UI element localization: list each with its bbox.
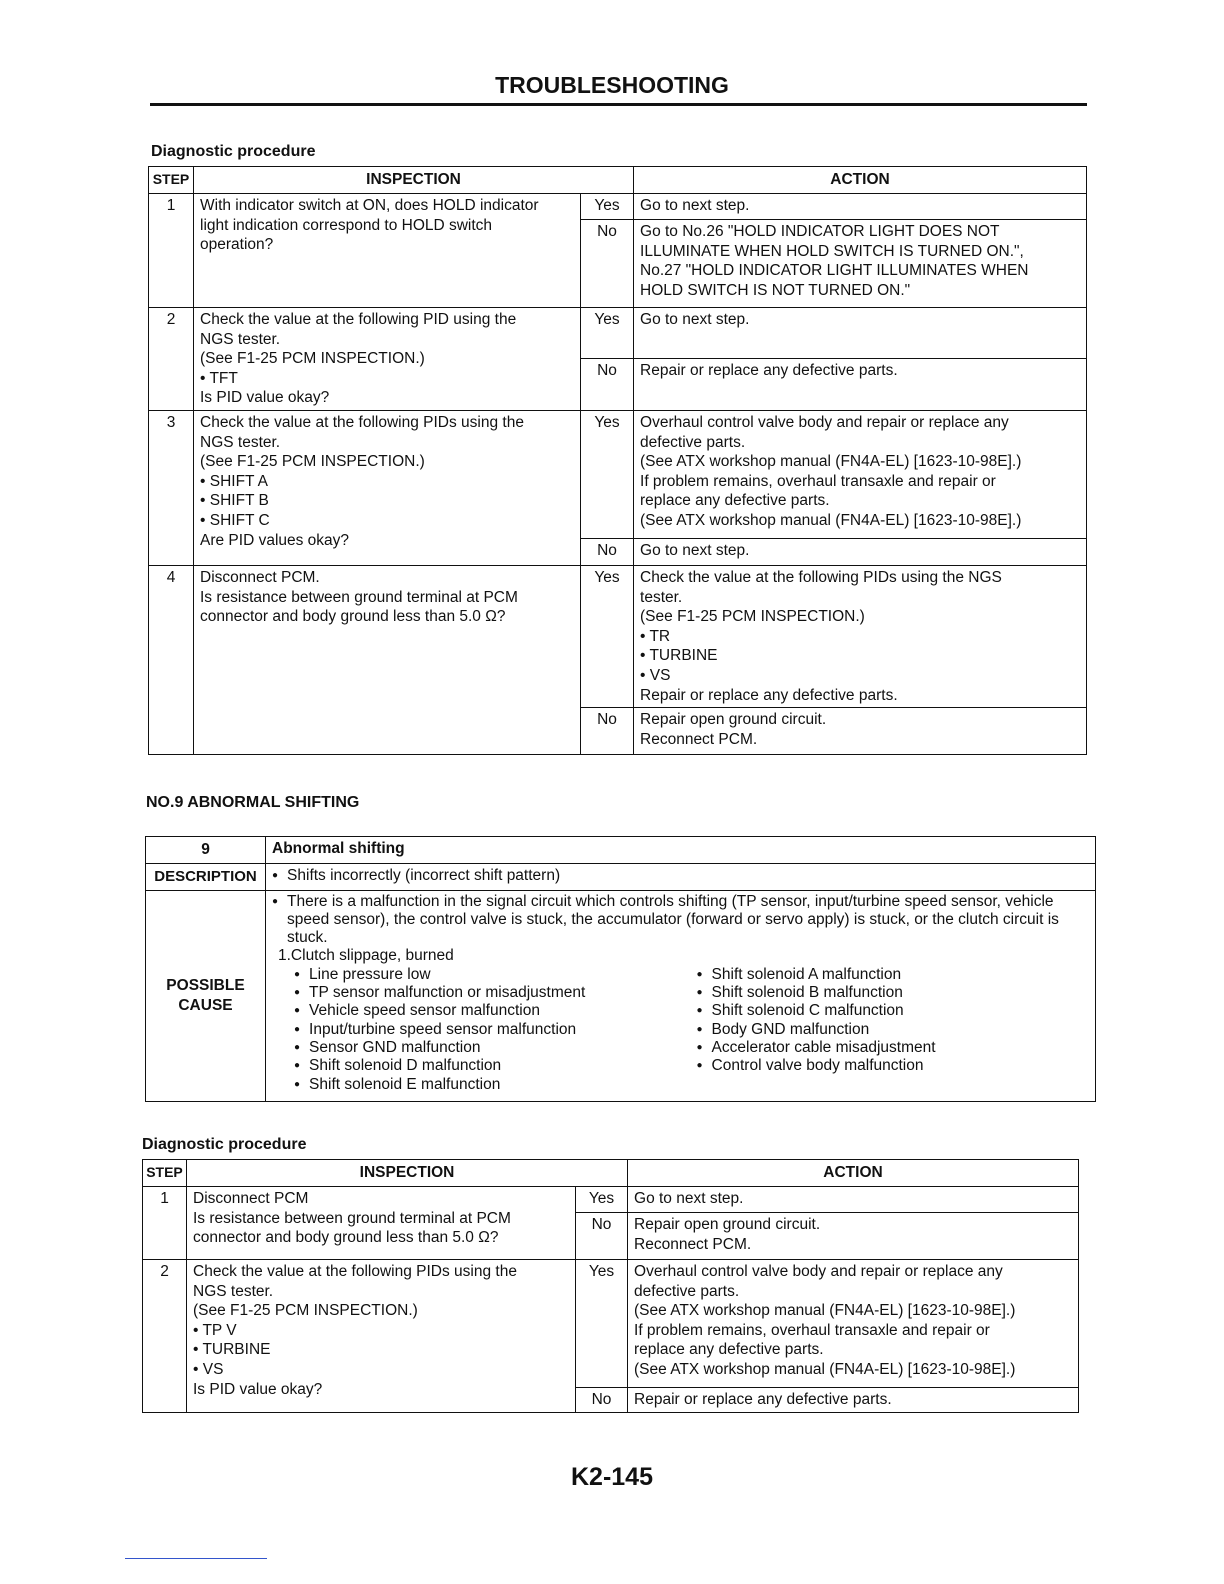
inspection-line: Check the value at the following PID using the	[200, 311, 517, 328]
no-action	[634, 708, 1087, 755]
action-line: Repair or replace any defective parts.	[640, 362, 898, 379]
action-line: Repair or replace any defective parts.	[640, 686, 898, 704]
step-header: STEP	[149, 167, 194, 194]
cause-item: ● Shift solenoid C malfunction	[697, 1002, 1090, 1020]
action-line: (See ATX workshop manual (FN4A-EL) [1623-10-98E].)	[640, 453, 1022, 471]
action-line: If problem remains, overhaul transaxle and repair or	[634, 1321, 990, 1339]
inspection-line: NGS tester.	[193, 1282, 274, 1300]
cause-item: ● Accelerator cable misadjustment	[697, 1039, 1090, 1057]
step-row	[143, 1187, 1079, 1213]
inspection-line: Is PID value okay?	[200, 389, 330, 407]
yes-label: Yes	[576, 1187, 628, 1213]
action-line: (See ATX workshop manual (FN4A-EL) [1623-10-98E].)	[634, 1360, 1016, 1378]
inspection-line: Is PID value okay?	[193, 1380, 323, 1398]
inspection-line: Disconnect PCM.	[200, 569, 320, 586]
yes-action	[628, 1187, 1079, 1213]
step-number: 3	[149, 411, 194, 566]
step-header: STEP	[143, 1160, 187, 1187]
yes-action	[634, 194, 1087, 220]
cause-intro: There is a malfunction in the signal circuit which controls shifting (TP sensor, input/turbine speed sensor, vehicle speed sensor), the control valve is stuck, the accumulator (forward or servo apply) is stuck, or the clutch circuit is stuck.	[287, 892, 1059, 947]
possible-cause-label: POSSIBLE CAUSE	[146, 890, 266, 1101]
inspection-line: Is resistance between ground terminal at PCM	[200, 588, 518, 606]
cause-item: ● Line pressure low	[294, 966, 687, 984]
inspection-line: operation?	[200, 236, 274, 254]
no-action	[628, 1213, 1079, 1260]
action-line: No.27 "HOLD INDICATOR LIGHT ILLUMINATES WHEN	[640, 262, 1029, 280]
yes-action	[634, 566, 1087, 708]
yes-label: Yes	[581, 566, 634, 708]
no9-name: Abnormal shifting	[266, 837, 1096, 864]
action-line: If problem remains, overhaul transaxle and repair or	[640, 472, 996, 490]
cause-sub: 1.Clutch slippage, burned	[278, 947, 454, 965]
inspection-line: Check the value at the following PIDs using the	[200, 414, 524, 431]
step-number: 2	[143, 1260, 187, 1413]
action-line: HOLD SWITCH IS NOT TURNED ON."	[640, 281, 911, 299]
yes-action	[634, 411, 1087, 539]
inspection-cell	[194, 566, 581, 755]
action-line: Go to next step.	[640, 311, 750, 328]
action-line: Repair or replace any defective parts.	[634, 1391, 892, 1408]
yes-label: Yes	[581, 411, 634, 539]
yes-label: Yes	[581, 194, 634, 220]
description-label: DESCRIPTION	[146, 863, 266, 890]
step-row	[149, 411, 1087, 539]
action-line: Reconnect PCM.	[634, 1235, 752, 1253]
no9-number: 9	[146, 837, 266, 864]
inspection-cell	[194, 308, 581, 411]
action-line: • VS	[640, 666, 671, 684]
diag1-heading: Diagnostic procedure	[151, 143, 316, 160]
action-line: Check the value at the following PIDs using the NGS	[640, 569, 1002, 586]
description-text: ● Shifts incorrectly (incorrect shift pattern)	[272, 866, 1089, 886]
cause-item: ● TP sensor malfunction or misadjustment	[294, 984, 687, 1002]
inspection-line: NGS tester.	[200, 330, 281, 348]
diag1-table	[148, 166, 1087, 755]
inspection-line: NGS tester.	[200, 433, 281, 451]
step-row	[149, 566, 1087, 708]
action-line: (See ATX workshop manual (FN4A-EL) [1623-10-98E].)	[640, 511, 1022, 529]
cause-item: ● Control valve body malfunction	[697, 1057, 1090, 1075]
bullet-icon	[272, 893, 287, 948]
action-line: Go to next step.	[640, 197, 750, 214]
action-line: replace any defective parts.	[634, 1341, 824, 1359]
yes-action	[628, 1260, 1079, 1388]
inspection-line: (See F1-25 PCM INSPECTION.)	[200, 350, 425, 368]
page-title: TROUBLESHOOTING	[495, 72, 729, 98]
causes-left-list	[272, 966, 687, 1094]
action-line: (See ATX workshop manual (FN4A-EL) [1623-10-98E].)	[634, 1302, 1016, 1320]
inspection-line: • TFT	[200, 369, 238, 387]
inspection-line: • TURBINE	[193, 1341, 271, 1359]
action-line: • TR	[640, 627, 671, 645]
action-line: Repair open ground circuit.	[640, 711, 827, 729]
cause-item: ● Shift solenoid A malfunction	[697, 966, 1090, 984]
action-line: tester.	[640, 588, 683, 606]
yes-label: Yes	[576, 1260, 628, 1388]
step-number: 4	[149, 566, 194, 755]
action-line: (See F1-25 PCM INSPECTION.)	[640, 608, 865, 626]
inspection-line: connector and body ground less than 5.0 Ω?	[193, 1229, 499, 1247]
causes-right-list	[687, 966, 1090, 1094]
no-action	[634, 220, 1087, 308]
footer-line	[125, 1558, 267, 1559]
inspection-line: (See F1-25 PCM INSPECTION.)	[200, 453, 425, 471]
step-row	[143, 1260, 1079, 1388]
no-action	[634, 539, 1087, 566]
no-label: No	[581, 220, 634, 308]
action-line: Reconnect PCM.	[640, 730, 758, 748]
inspection-line: light indication correspond to HOLD switch	[200, 216, 493, 234]
action-line: Go to next step.	[640, 542, 750, 559]
action-line: replace any defective parts.	[640, 492, 830, 510]
step-row	[149, 194, 1087, 220]
no-action	[628, 1388, 1079, 1413]
inspection-line: (See F1-25 PCM INSPECTION.)	[193, 1302, 418, 1320]
action-line: defective parts.	[634, 1282, 740, 1300]
yes-action	[634, 308, 1087, 359]
action-line: Go to next step.	[634, 1190, 744, 1207]
inspection-cell	[194, 411, 581, 566]
inspection-line: Are PID values okay?	[200, 531, 350, 549]
cause-item: ● Shift solenoid D malfunction	[294, 1057, 687, 1075]
action-line: Overhaul control valve body and repair or replace any	[640, 414, 1009, 431]
action-line: defective parts.	[640, 433, 746, 451]
cause-item: ● Vehicle speed sensor malfunction	[294, 1002, 687, 1020]
no-label: No	[581, 708, 634, 755]
inspection-line: • SHIFT A	[200, 472, 269, 490]
inspection-line: Disconnect PCM	[193, 1190, 309, 1207]
inspection-cell	[187, 1260, 576, 1413]
inspection-line: • VS	[193, 1360, 224, 1378]
cause-item: ● Input/turbine speed sensor malfunction	[294, 1021, 687, 1039]
step-number: 2	[149, 308, 194, 411]
action-header: ACTION	[634, 167, 1087, 194]
inspection-line: connector and body ground less than 5.0 Ω?	[200, 608, 506, 626]
cause-item: ● Body GND malfunction	[697, 1021, 1090, 1039]
no9-heading: NO.9 ABNORMAL SHIFTING	[146, 794, 360, 811]
inspection-line: • SHIFT B	[200, 492, 269, 510]
no9-table	[145, 836, 1096, 1102]
diag2-heading: Diagnostic procedure	[142, 1136, 307, 1153]
yes-label: Yes	[581, 308, 634, 359]
inspection-cell	[194, 194, 581, 308]
inspection-header: INSPECTION	[194, 167, 634, 194]
step-number: 1	[143, 1187, 187, 1260]
inspection-line: • TP V	[193, 1321, 237, 1339]
inspection-line: Check the value at the following PIDs using the	[193, 1263, 517, 1280]
inspection-line: With indicator switch at ON, does HOLD indicator	[200, 197, 539, 214]
inspection-line: • SHIFT C	[200, 511, 270, 529]
step-row	[149, 308, 1087, 359]
no-label: No	[581, 359, 634, 411]
no-label: No	[576, 1388, 628, 1413]
action-line: Go to No.26 "HOLD INDICATOR LIGHT DOES NOT	[640, 223, 1000, 240]
diag2-table	[142, 1159, 1079, 1413]
inspection-line: Is resistance between ground terminal at PCM	[193, 1209, 511, 1227]
action-header: ACTION	[628, 1160, 1079, 1187]
no-action	[634, 359, 1087, 411]
action-line: • TURBINE	[640, 647, 718, 665]
action-line: Overhaul control valve body and repair or replace any	[634, 1263, 1003, 1280]
inspection-header: INSPECTION	[187, 1160, 628, 1187]
cause-item: ● Shift solenoid B malfunction	[697, 984, 1090, 1002]
title-rule	[150, 103, 1087, 106]
action-line: Repair open ground circuit.	[634, 1216, 821, 1233]
cause-item: ● Sensor GND malfunction	[294, 1039, 687, 1057]
no-label: No	[576, 1213, 628, 1260]
cause-item: ● Shift solenoid E malfunction	[294, 1076, 687, 1094]
inspection-cell	[187, 1187, 576, 1260]
no-label: No	[581, 539, 634, 566]
action-line: ILLUMINATE WHEN HOLD SWITCH IS TURNED ON.",	[640, 242, 1024, 260]
step-number: 1	[149, 194, 194, 308]
page-number: K2-145	[571, 1463, 653, 1491]
